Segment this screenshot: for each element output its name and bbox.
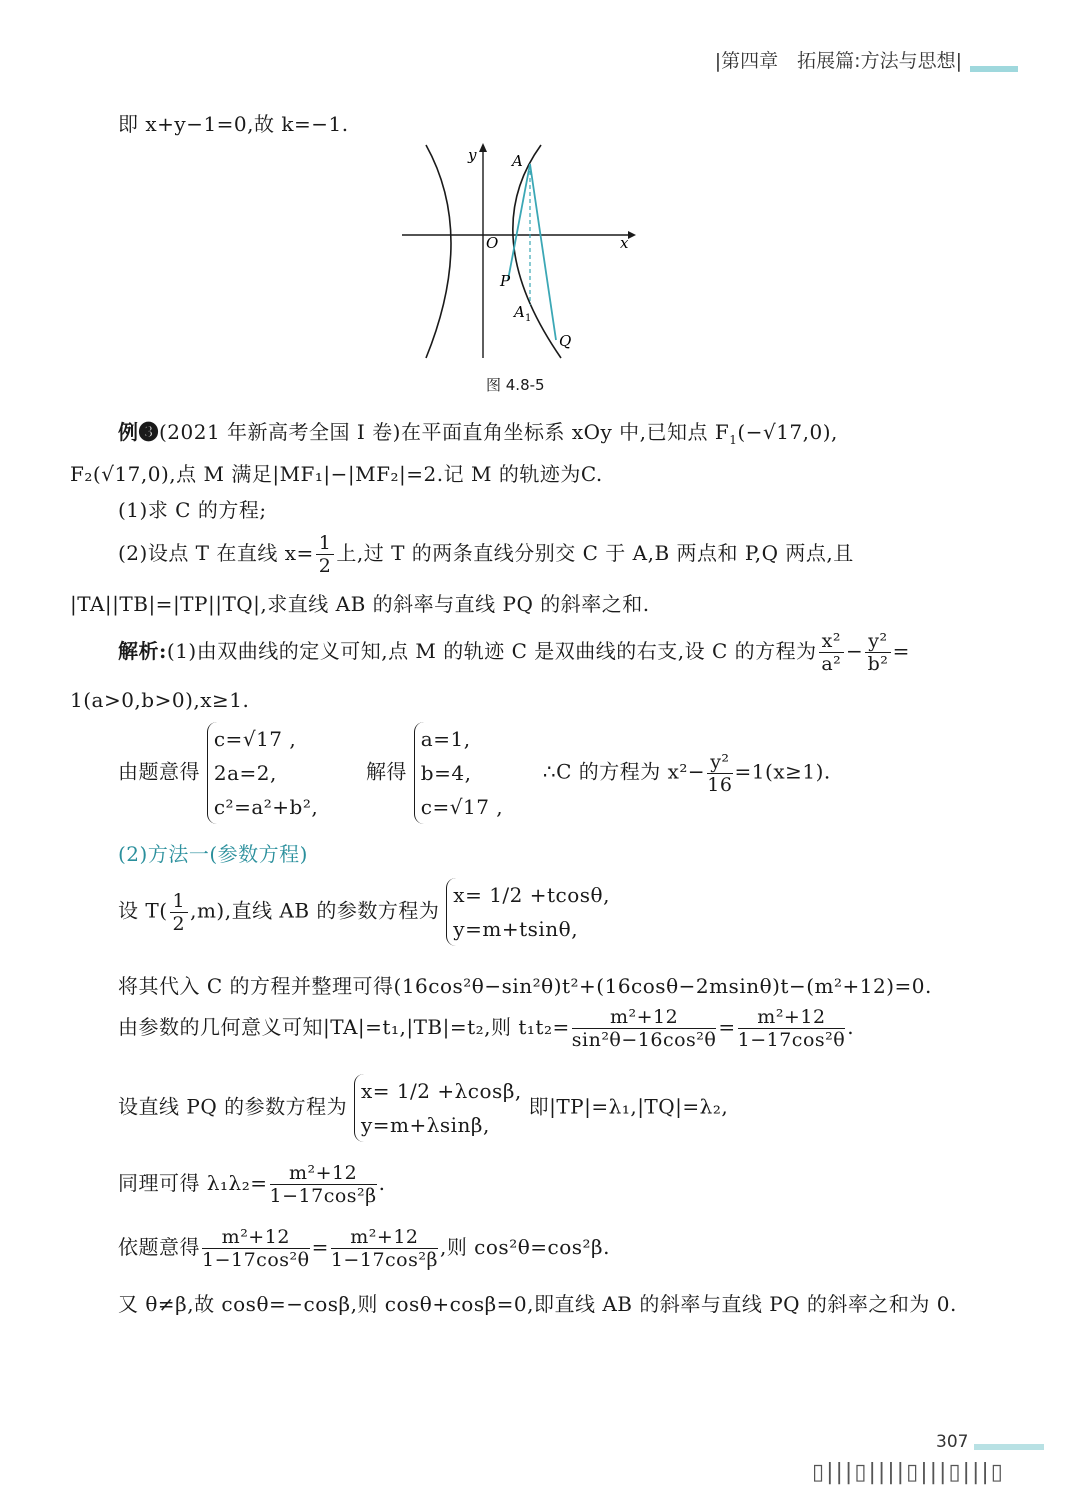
fraction-x2-a2: $\frac{\text{x²}}{\text{a²}}$ (819, 630, 844, 675)
fraction-cond-theta: $\frac{\text{m²+12}}{\text{1−17cos²θ}}$ (202, 1226, 310, 1271)
example-f1-sub: 1 (729, 433, 738, 447)
geometric-meaning-line: 由参数的几何意义可知|TA|=t₁,|TB|=t₂,则 t₁t₂= $\frac{\text{m²+12}}{\text{sin²θ−16cos²θ}}$ = $\frac{\text{m²+12}}{\text{1−17cos²θ}}$ . (118, 1006, 855, 1051)
label-x: x (620, 234, 629, 252)
final-conclusion: 又 θ≠β,故 cosθ=−cosβ,则 cosθ+cosβ=0,即直线 AB 的斜率与直线 PQ 的斜率之和为 0. (118, 1292, 957, 1316)
line-AP (508, 164, 530, 280)
label-A1-sub: 1 (525, 313, 532, 324)
fraction-half: $\frac{1}{2}$ (316, 532, 335, 577)
fraction-t1t2-b: $\frac{\text{m²+12}}{\text{1−17cos²θ}}$ (737, 1006, 846, 1051)
question-2-line-1: (2)设点 T 在直线 x= $\frac{1}{2}$ 上,过 T 的两条直线分别交 C 于 A,B 两点和 P,Q 两点,且 (118, 532, 854, 577)
page-accent-tag (974, 1444, 1044, 1450)
system-row: 由题意得 c=√17 , 2a=2, c²=a²+b², 解得 a=1, b=4, c=√17 , ∴C 的方程为 x²− $\frac{\text{y²}}{16}$ =1(x≥1). (118, 722, 831, 824)
example-source: (2021 年新高考全国 Ⅰ 卷)在平面直角坐标系 xOy 中,已知点 F (159, 420, 730, 444)
example-line-2: F₂(√17,0),点 M 满足|MF₁|−|MF₂|=2.记 M 的轨迹为C. (70, 462, 603, 486)
system-given: c=√17 , 2a=2, c²=a²+b², (207, 722, 318, 824)
example-header-line (118, 416, 838, 447)
param-system-PQ: x= 1/2 +λcosβ, y=m+λsinβ, (354, 1074, 522, 1142)
example-f1-coords: (−√17,0), (737, 420, 838, 444)
chapter-header: |第四章 拓展篇:方法与思想| (714, 50, 962, 72)
system-solved: a=1, b=4, c=√17 , (414, 722, 503, 824)
question-1: (1)求 C 的方程; (118, 498, 267, 522)
method-one-title: (2)方法一(参数方程) (118, 842, 308, 866)
pq-param-line: 设直线 PQ 的参数方程为 x= 1/2 +λcosβ, y=m+λsinβ, 即|TP|=λ₁,|TQ|=λ₂, (118, 1074, 728, 1142)
x-axis-arrow (628, 231, 636, 239)
hyperbola-figure (396, 140, 646, 365)
fraction-lambda: $\frac{\text{m²+12}}{\text{1−17cos²β}}$ (269, 1162, 377, 1207)
label-P: P (500, 272, 511, 290)
substitute-line: 将其代入 C 的方程并整理可得(16cos²θ−sin²θ)t²+(16cosθ−2msinθ)t−(m²+12)=0. (118, 974, 932, 998)
y-axis-arrow (479, 143, 487, 152)
fraction-cond-beta: $\frac{\text{m²+12}}{\text{1−17cos²β}}$ (330, 1226, 438, 1271)
label-A1: A (514, 303, 525, 321)
fraction-T-half: $\frac{1}{2}$ (170, 890, 189, 935)
label-y: y (468, 146, 477, 164)
intro-result-line: 即 x+y−1=0,故 k=−1. (118, 112, 349, 136)
question-2-line-2: |TA||TB|=|TP||TQ|,求直线 AB 的斜率与直线 PQ 的斜率之和. (70, 592, 650, 616)
param-system-AB: x= 1/2 +tcosθ, y=m+tsinθ, (446, 878, 610, 946)
label-A: A (512, 152, 523, 170)
fraction-y2-b2: $\frac{\text{y²}}{\text{b²}}$ (865, 630, 890, 675)
solution-line-1-cont: 1(a>0,b>0),x≥1. (70, 688, 250, 712)
example-badge: 例❸ (118, 420, 159, 444)
figure-caption: 图 4.8-5 (486, 376, 545, 394)
hyperbola-left-branch (426, 145, 451, 358)
set-T-line: 设 T( $\frac{1}{2}$ ,m),直线 AB 的参数方程为 x= 1/2 +tcosθ, y=m+tsinθ, (118, 878, 610, 946)
solution-label: 解析: (118, 639, 167, 663)
watermark: ▯|||▯||||▯|||▯|||▯ (812, 1460, 1005, 1485)
fraction-y2-16: $\frac{\text{y²}}{16}$ (707, 750, 733, 796)
solution-line-1: 解析:(1)由双曲线的定义可知,点 M 的轨迹 C 是双曲线的右支,设 C 的方程为 $\frac{\text{x²}}{\text{a²}}$ − $\frac{\text{y²}}{\text{b²}}$ = (118, 630, 910, 675)
header-accent-bar (970, 66, 1018, 72)
similarly-line: 同理可得 λ₁λ₂= $\frac{\text{m²+12}}{\text{1−17cos²β}}$ . (118, 1162, 386, 1207)
label-origin: O (486, 234, 499, 252)
fraction-t1t2-a: $\frac{\text{m²+12}}{\text{sin²θ−16cos²θ}}$ (571, 1006, 717, 1051)
condition-line: 依题意得 $\frac{\text{m²+12}}{\text{1−17cos²θ}}$ = $\frac{\text{m²+12}}{\text{1−17cos²β}}$ ,则 cos²θ=cos²β. (118, 1226, 610, 1271)
page-number: 307 (936, 1432, 969, 1452)
label-Q: Q (559, 332, 572, 350)
